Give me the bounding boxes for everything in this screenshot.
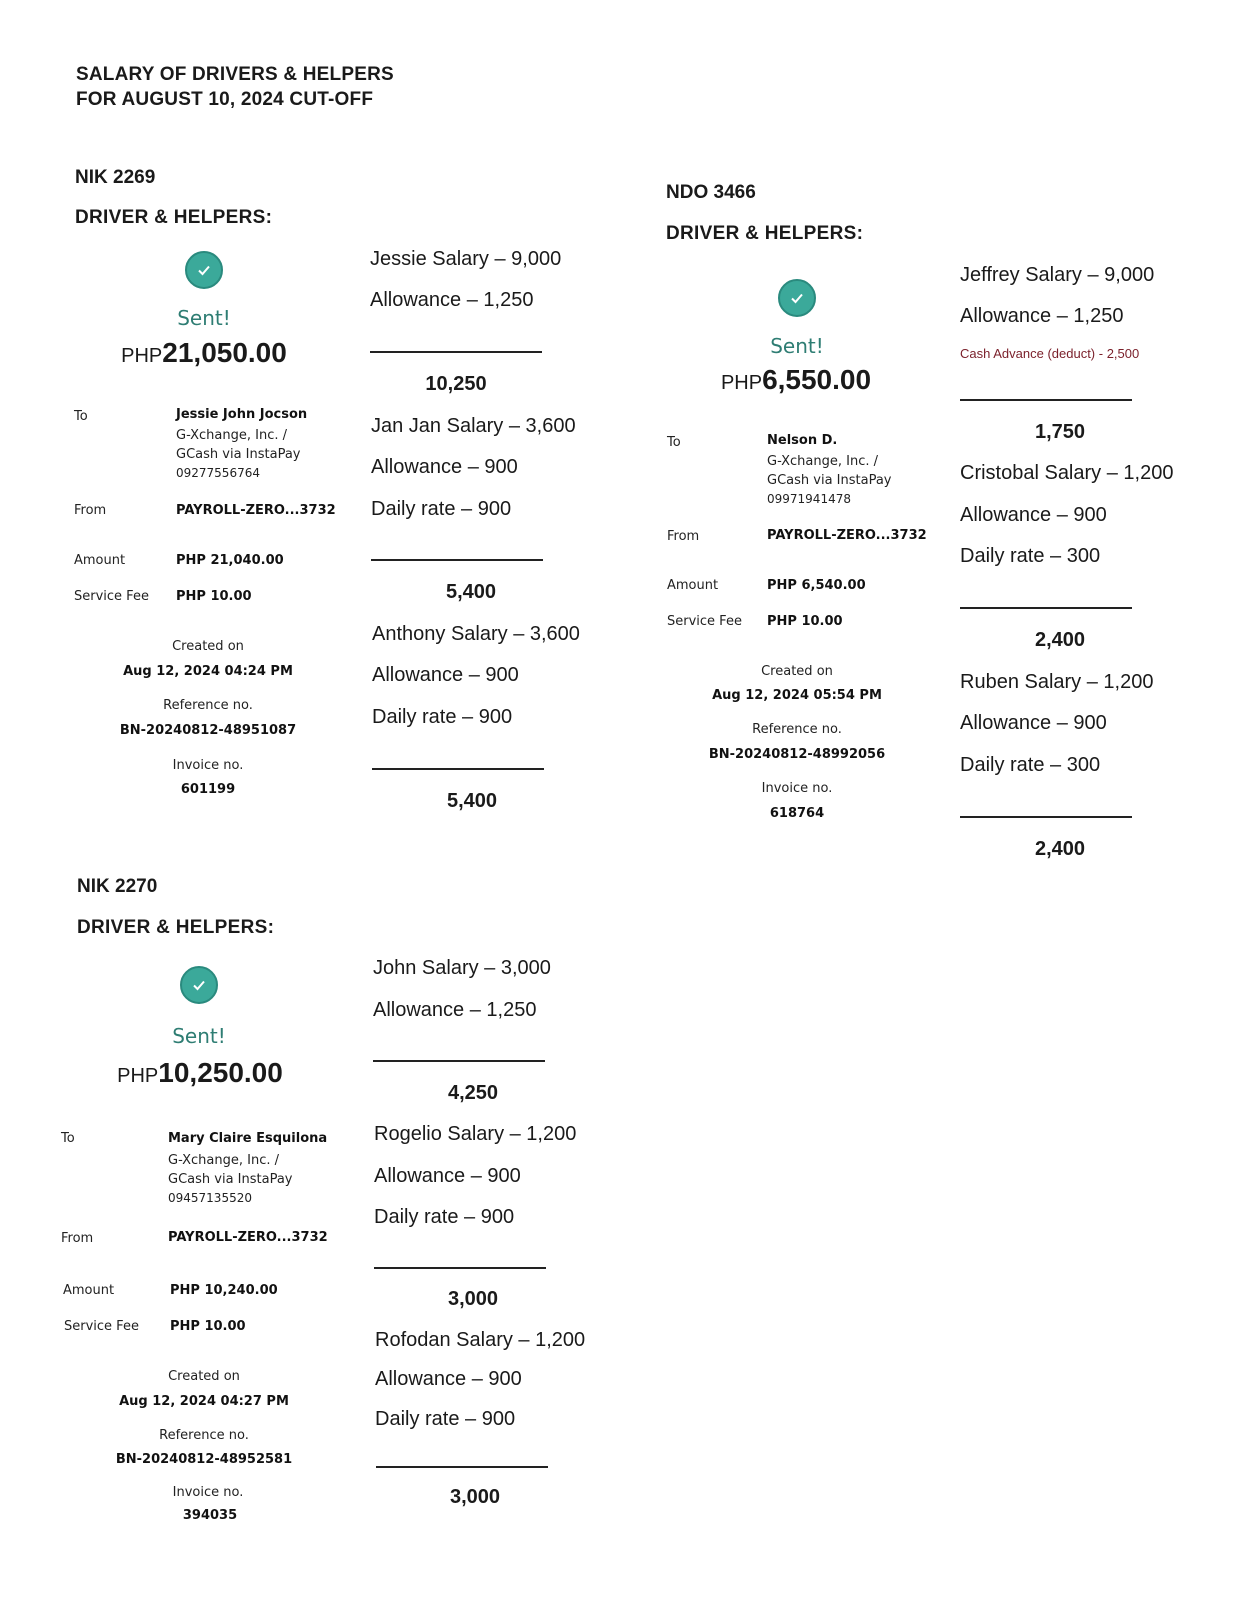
recipient-details [168,1151,293,1208]
breakdown-line: Allowance – 900 [374,1165,521,1187]
recipient-number: 09457135520 [168,1191,252,1205]
divider [374,1267,546,1269]
service-fee-value: PHP 10.00 [767,614,843,629]
service-fee-value: PHP 10.00 [176,589,252,604]
breakdown-line: Allowance – 900 [372,664,519,686]
driver-helpers-heading: DRIVER & HELPERS: [77,917,275,938]
reference-value: BN-20240812-48952581 [115,1452,293,1467]
from-label: From [74,503,107,518]
breakdown-line: Ruben Salary – 1,200 [960,671,1154,693]
reference-value: BN-20240812-48992056 [708,747,886,762]
breakdown-line: Allowance – 900 [375,1368,522,1390]
subtotal: 4,250 [447,1082,499,1104]
created-on-value: Aug 12, 2024 04:24 PM [123,664,293,679]
amount-line-value: PHP 6,540.00 [767,578,866,593]
breakdown-line: Jeffrey Salary – 9,000 [960,264,1155,286]
from-label: From [61,1231,94,1246]
amount-label: Amount [74,553,126,568]
recipient-name: Jessie John Jocson [176,407,308,422]
sent-status: Sent! [177,306,231,330]
provider-line-2: GCash via InstaPay [767,473,892,488]
recipient-name: Nelson D. [767,433,838,448]
invoice-label: Invoice no. [172,758,244,773]
breakdown-line: Allowance – 1,250 [373,999,537,1021]
amount-label: Amount [667,578,719,593]
reference-label: Reference no. [163,698,253,713]
breakdown-line: Allowance – 1,250 [960,305,1124,327]
subtotal: 3,000 [447,1288,499,1310]
title-line-2: FOR AUGUST 10, 2024 CUT-OFF [76,89,374,110]
provider-line-1: G-Xchange, Inc. / [767,454,878,469]
invoice-value: 618764 [769,806,825,821]
amount-value: 10,250.00 [158,1057,283,1088]
currency-label: PHP [117,1065,159,1087]
amount-line-value: PHP 21,040.00 [176,553,284,568]
subtotal: 5,400 [445,581,497,603]
recipient-number: 09971941478 [767,492,851,506]
divider [372,768,544,770]
reference-label: Reference no. [752,722,842,737]
breakdown-line: John Salary – 3,000 [373,957,551,979]
breakdown-line: Daily rate – 900 [371,498,512,520]
subtotal: 2,400 [1034,838,1086,860]
breakdown-line: Cristobal Salary – 1,200 [960,462,1174,484]
divider [960,607,1132,609]
invoice-value: 394035 [182,1508,238,1523]
recipient-details [767,452,892,509]
amount-value: 6,550.00 [762,364,872,395]
provider-line-2: GCash via InstaPay [176,447,301,462]
breakdown-line: Allowance – 900 [371,456,518,478]
check-icon [185,251,223,289]
subtotal: 10,250 [425,373,487,395]
breakdown-line: Jan Jan Salary – 3,600 [371,415,576,437]
plate-number: NIK 2269 [75,167,156,188]
currency-label: PHP [121,345,163,367]
amount-line-value: PHP 10,240.00 [170,1283,278,1298]
plate-number: NDO 3466 [666,182,756,203]
created-on-label: Created on [172,639,244,654]
divider [376,1466,548,1468]
invoice-label: Invoice no. [761,781,833,796]
service-fee-label: Service Fee [74,589,149,604]
driver-helpers-heading: DRIVER & HELPERS: [75,207,273,228]
to-label: To [74,409,88,424]
breakdown-line: Daily rate – 900 [375,1408,516,1430]
amount-label: Amount [63,1283,115,1298]
created-on-label: Created on [761,664,833,679]
from-label: From [667,529,700,544]
breakdown-line: Daily rate – 300 [960,754,1101,776]
recipient-number: 09277556764 [176,466,260,480]
created-on-value: Aug 12, 2024 05:54 PM [712,688,882,703]
divider [370,351,542,353]
invoice-label: Invoice no. [172,1485,244,1500]
recipient-name: Mary Claire Esquilona [168,1131,328,1146]
plate-number: NIK 2270 [77,876,158,897]
service-fee-label: Service Fee [64,1319,139,1334]
breakdown-line: Daily rate – 900 [372,706,513,728]
check-icon [778,279,816,317]
driver-helpers-heading: DRIVER & HELPERS: [666,223,864,244]
breakdown-line: Rofodan Salary – 1,200 [375,1329,586,1351]
recipient-details [176,426,301,483]
breakdown-line: Allowance – 900 [960,504,1107,526]
currency-label: PHP [720,372,763,394]
subtotal: 3,000 [449,1486,501,1508]
document-title [76,62,394,112]
divider [960,816,1132,818]
from-account: PAYROLL-ZERO...3732 [176,503,336,518]
from-account: PAYROLL-ZERO...3732 [168,1230,328,1245]
to-label: To [61,1131,75,1146]
subtotal: 1,750 [1034,421,1086,443]
breakdown-line: Daily rate – 900 [374,1206,515,1228]
provider-line-1: G-Xchange, Inc. / [176,428,287,443]
title-line-1: SALARY OF DRIVERS & HELPERS [76,64,394,85]
receipt-amount [74,337,334,369]
created-on-value: Aug 12, 2024 04:27 PM [119,1394,289,1409]
reference-value: BN-20240812-48951087 [119,723,297,738]
sent-status: Sent! [172,1024,226,1048]
provider-line-1: G-Xchange, Inc. / [168,1153,279,1168]
divider [371,559,543,561]
breakdown-line: Jessie Salary – 9,000 [370,248,562,270]
receipt-amount [666,364,926,396]
subtotal: 2,400 [1034,629,1086,651]
check-icon [180,966,218,1004]
amount-value: 21,050.00 [162,337,287,368]
breakdown-line: Rogelio Salary – 1,200 [374,1123,577,1145]
created-on-label: Created on [168,1369,240,1384]
breakdown-line: Daily rate – 300 [960,545,1101,567]
subtotal: 5,400 [446,790,498,812]
reference-label: Reference no. [159,1428,249,1443]
service-fee-label: Service Fee [667,614,742,629]
from-account: PAYROLL-ZERO...3732 [767,528,927,543]
divider [960,399,1132,401]
invoice-value: 601199 [180,782,236,797]
receipt-amount [70,1057,330,1089]
provider-line-2: GCash via InstaPay [168,1172,293,1187]
to-label: To [667,435,681,450]
breakdown-line: Anthony Salary – 3,600 [372,623,580,645]
divider [373,1060,545,1062]
sent-status: Sent! [770,334,824,358]
breakdown-line: Allowance – 900 [960,712,1107,734]
service-fee-value: PHP 10.00 [170,1319,246,1334]
breakdown-line: Allowance – 1,250 [370,289,534,311]
cash-advance-deduction: Cash Advance (deduct) - 2,500 [960,346,1140,361]
